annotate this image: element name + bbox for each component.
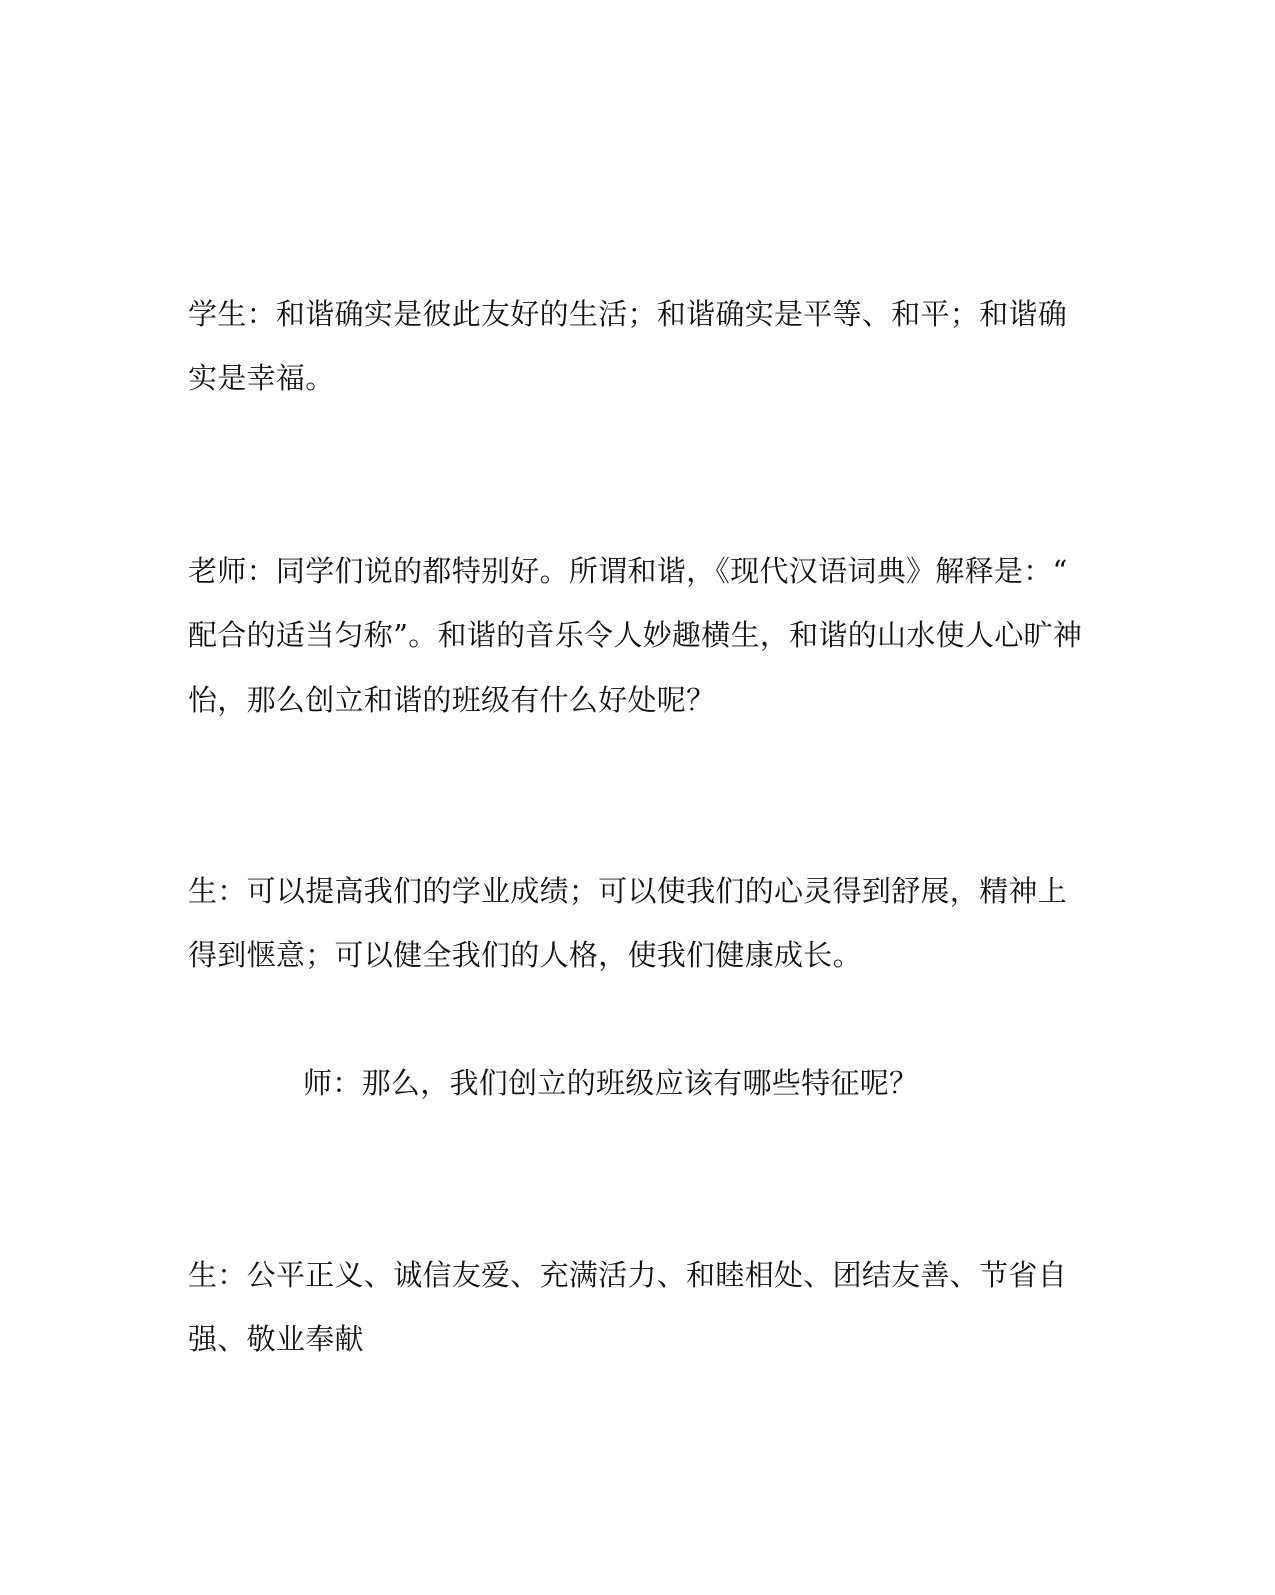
text-line: 实是幸福。	[188, 361, 335, 395]
text-line: 老师：同学们说的都特别好。所谓和谐，《现代汉语词典》解释是：“	[188, 554, 1068, 588]
text-line: 师：那么，我们创立的班级应该有哪些特征呢？	[303, 1066, 919, 1100]
text-line: 强、敬业奉献	[188, 1322, 364, 1356]
text-line: 得到惬意；可以健全我们的人格，使我们健康成长。	[188, 938, 862, 972]
text-line: 学生：和谐确实是彼此友好的生活；和谐确实是平等、和平；和谐确	[188, 297, 1068, 331]
text-line: 配合的适当匀称”。和谐的音乐令人妙趣横生，和谐的山水使人心旷神	[188, 618, 1083, 652]
text-line: 怡，那么创立和谐的班级有什么好处呢？	[188, 683, 716, 717]
text-line: 生：可以提高我们的学业成绩；可以使我们的心灵得到舒展，精神上	[188, 874, 1068, 908]
text-line: 生：公平正义、诚信友爱、充满活力、和睦相处、团结友善、节省自	[188, 1258, 1068, 1292]
